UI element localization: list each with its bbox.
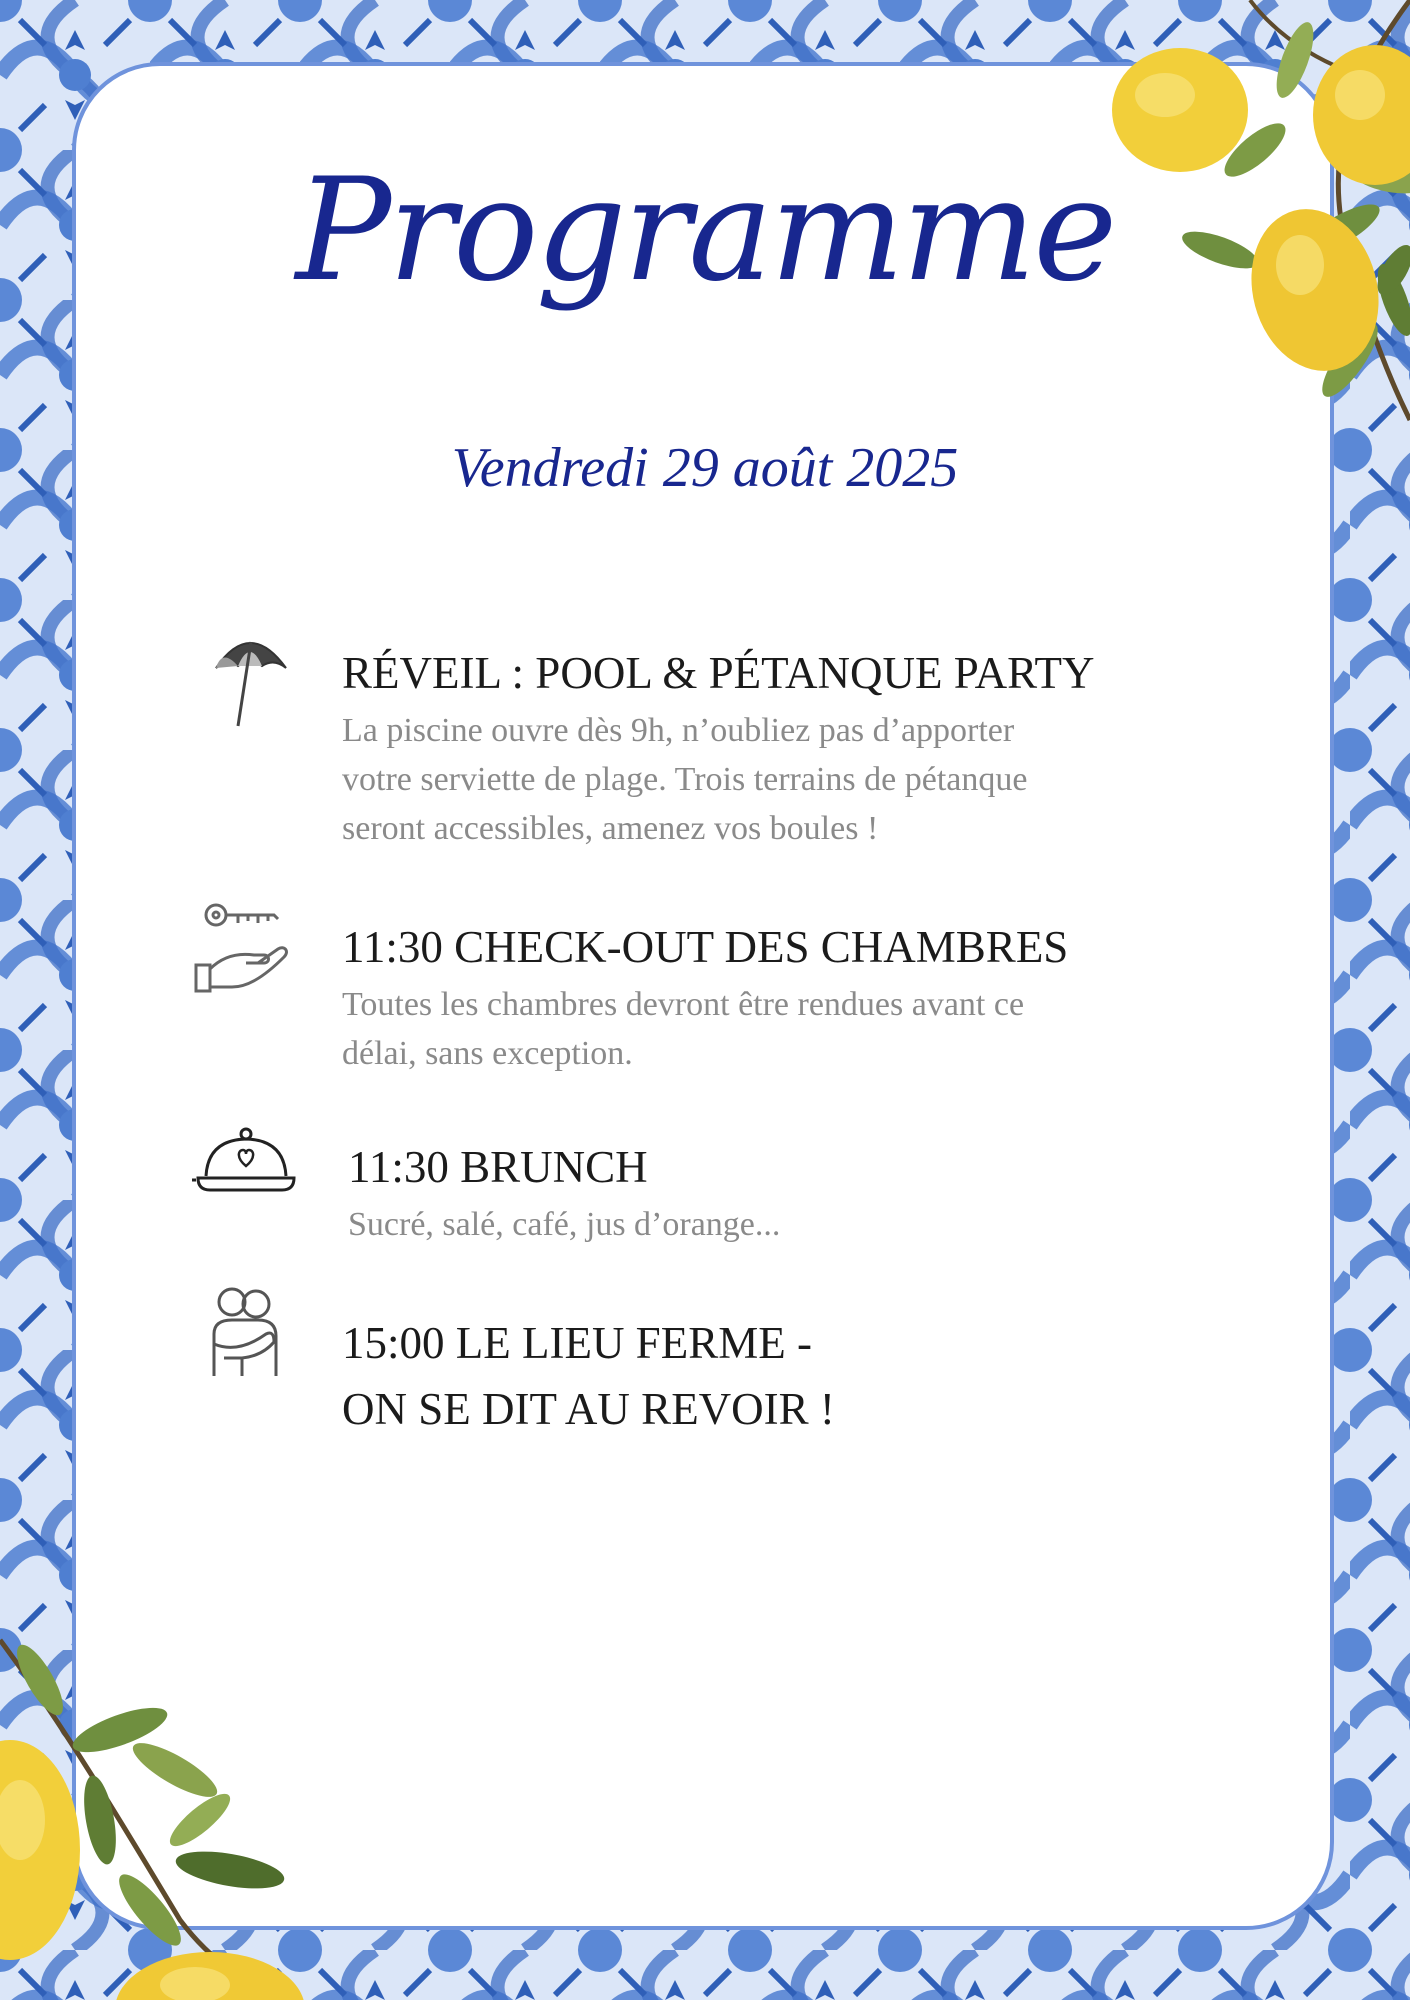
schedule-item-closing — [342, 1310, 835, 1442]
item-description-line: seront accessibles, amenez vos boules ! — [342, 810, 879, 847]
schedule-item-brunch — [348, 1134, 780, 1249]
cloche-icon — [190, 1126, 296, 1201]
item-description-line: La piscine ouvre dès 9h, n’oubliez pas d’apporter — [342, 712, 1015, 749]
item-description-line: délai, sans exception. — [342, 1035, 633, 1072]
item-description-line: Toutes les chambres devront être rendues avant ce — [342, 986, 1025, 1023]
item-heading: 11:30 BRUNCH — [348, 1142, 648, 1192]
item-heading-line: 15:00 LE LIEU FERME - — [342, 1318, 812, 1368]
lemon-branch-bottom-left — [0, 1620, 340, 2000]
hug-icon — [202, 1284, 288, 1385]
page-title: Programme — [295, 148, 1115, 313]
schedule-item-checkout — [342, 914, 1068, 1078]
item-heading: RÉVEIL : POOL & PÉTANQUE PARTY — [342, 648, 1095, 698]
schedule-item-pool — [342, 640, 1094, 853]
key-hand-icon — [192, 895, 296, 1000]
item-description-line: votre serviette de plage. Trois terrains de pétanque — [342, 761, 1028, 798]
item-description-line: Sucré, salé, café, jus d’orange... — [348, 1206, 781, 1243]
beach-umbrella-icon — [210, 628, 290, 733]
item-heading: 11:30 CHECK-OUT DES CHAMBRES — [342, 922, 1069, 972]
event-date: Vendredi 29 août 2025 — [451, 437, 959, 499]
item-heading-line: ON SE DIT AU REVOIR ! — [342, 1384, 835, 1434]
